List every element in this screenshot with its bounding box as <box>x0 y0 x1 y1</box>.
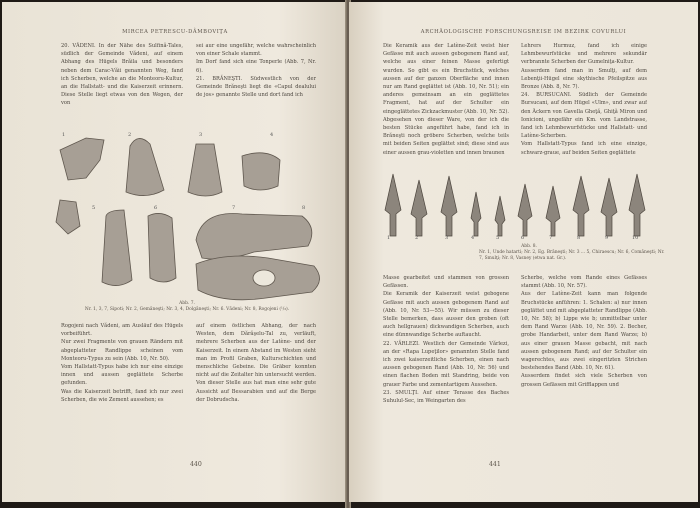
figure-number-tag: 6 <box>521 235 525 241</box>
right-paragraph: Aus der Latène-Zeit kann man folgende Bruchstücke anführen: 1. Schalen: a) nur innen geglättet und mit abgeplatteter Randlippe (Abb. 10, Nr. 58); b) Lippe wie b; unmittelbar unter dem Rand Warze (Abb. 10, Nr. 59). 2. Becher, grobe Handarbeit, unter dem Rand Warze; b) aus einer grauen Masse gebacht, mit nach aussen gebogenem Rand; auf der Schulter ein wagerechtes, aus zwei eingeritzten Strichen bestehendes Band (Abb. 10, Nr. 61). <box>521 291 647 372</box>
figure-number-tag: 8 <box>577 235 581 241</box>
figure-number-tag: 4 <box>471 235 475 241</box>
left-figure-caption-title: Abb. 7. <box>179 301 195 306</box>
right-paragraph: Lehrers Hurmuz, fand ich einige Lehmbewurfstücke und mehrere sekundär verbrannte Scherben der Gumelniţa-Kultur. <box>521 43 647 66</box>
left-page-number: 440 <box>190 461 202 468</box>
arrowheads-figure <box>379 170 661 242</box>
figure-number-tag: 4 <box>270 132 274 138</box>
left-col1-bottom <box>61 322 183 452</box>
arrowhead-4 <box>471 192 481 236</box>
right-paragraph: Ausserdem fand man in Smulţi, auf dem Lebenţii-Hügel eine skythische Pfeilspitze aus Bronze (Abb. 8, Nr. 7). <box>521 67 647 91</box>
left-paragraph: auf einem östlichen Abhang, der nach Westen, dem Dărăşelu-Tal zu, verläuft, mehrere Scherben aus der Latène- und der Kaiserzeit. In einem Abstand im Westen sieht man im Profil Graben, Kulturschichten und menschliche Gebeine. Die Gräber konnten nicht auf die Zeitalter hin untersucht werden. Von dieser Stelle aus hat man eine sehr gute Aussicht auf Bessarabien und auf die Berge der Dobrudscha. <box>196 323 316 403</box>
left-paragraph: Vom Hallstatt-Typus habe ich nur eine einzige innen und aussen geglättete Scherbe gefunden. <box>61 364 183 387</box>
right-col2-bottom <box>521 274 647 454</box>
left-running-header: MIRCEA PETRESCU-DÂMBOVIŢA <box>122 29 228 35</box>
figure-number-tag: 8 <box>302 205 306 211</box>
figure-number-tag: 9 <box>605 235 609 241</box>
wedge-tool <box>148 213 176 282</box>
figure-number-tag: 1 <box>387 235 391 241</box>
figure-number-tag: 5 <box>496 235 500 241</box>
stone-tools-figure <box>46 130 326 308</box>
left-figure-caption: Nr. 1, 3, 7, Sipoti; Nr. 2, Gemăneşti; Nr. 3, 4, Dolgăneşti; Nr. 6. Vădeni; Nr. 8, Rogojeni (¹/₃). <box>84 307 290 312</box>
axe-tool <box>126 138 164 195</box>
adze-tool <box>102 210 132 286</box>
right-page-number: 441 <box>489 461 501 468</box>
left-paragraph: sei aur eine ungefähr, welche wahrscheinlich von einer Schale stammt. <box>196 43 316 58</box>
left-col2-bottom <box>196 322 316 452</box>
right-paragraph: 23. SMULŢI. Auf einer Terasse des Baches Suhulul-Sec, im Weingarten des <box>383 389 509 405</box>
figure-number-tag: 5 <box>92 205 96 211</box>
arrowhead-tool <box>60 138 104 180</box>
fragment-tool <box>56 200 80 234</box>
right-paragraph: Die Keramik der Kaiserzeit weist gebogene Gefässe mit auch aussen gebogenem Rand auf (Abb. 10, Nr. 53—55). Wir müssen zu dieser Stelle bemerken, dass ausser den groben (oft auch hellgrauen) dickwandigen Scherben, auch eine dünnwandige Scherbe auftaucht. <box>383 291 509 339</box>
arrowhead-1 <box>385 174 401 236</box>
figure-number-tag: 10 <box>632 235 639 241</box>
left-paragraph: Nur zwei Fragmente von grauen Rändern mit abgeplatteter Randlippe scheinen vom Monteoru-Typus zu sein (Abb. 10, Nr. 50). <box>61 339 183 362</box>
shaft-hole-axe-a <box>196 214 312 260</box>
right-running-header: ARCHÄOLOGISCHE FORSCHUNGSREISE IM BEZIRK COVURLUI <box>420 29 627 35</box>
left-paragraph: 20. VĂDENI. In der Nähe des Sulfină-Tales, südlich der Gemeinde Vădeni, auf einem Abhang des Hügels Brăila und besonders neben dem Carac-Văii genannten Weg, fand ich Scherben, welche an die Monteoru-Kultur, an die Hallstatt- und die Kaiserzeit erinnern. Diese Stelle liegt etwas von den Wegen, der von <box>61 43 183 107</box>
chisel-tool <box>188 144 222 196</box>
left-paragraph: Rogojeni nach Vădeni, am Ausläuf des Hügels vorbeiführt. <box>61 323 183 338</box>
right-col2-top <box>521 42 647 172</box>
arrowhead-2 <box>411 180 427 236</box>
figure-number-tag: 7 <box>232 205 236 211</box>
right-paragraph: 22. VĂRLEZI. Westlich der Gemeinde Vărlezi, an der «Rapa Lupeţilor» genannten Stelle fand ich zwei kaiserzeitliche Scherben, einen nach aussen gebogenen Rand (Abb. 10, Nr. 56) und einen flachen Boden mit Standring, beide von grauer Farbe und zementartigem Aussehen. <box>383 340 509 388</box>
right-page <box>349 2 698 502</box>
right-figure-caption-title: Abb. 8. <box>521 244 537 249</box>
figure-number-tag: 3 <box>199 132 203 138</box>
figure-number-tag: 6 <box>154 205 158 211</box>
right-paragraph: 24. BURSUCANI. Südlich der Gemeinde Bursucani, auf dem Hügel «Ulm», und zwar auf den Äckern von Gavella Gheţă, Ghiţă Miron und Ionicioni, ungefähr ein Km. vom Landstrasse, fand ich Lehmbewurfstücke und Hallstatt- und Latène-Scherben. <box>521 92 647 140</box>
arrowhead-5 <box>495 196 505 236</box>
arrowhead-8 <box>573 176 589 236</box>
right-paragraph: Scherbe, welche vom Rande eines Gefässes stammt (Abb. 10, Nr. 57). <box>521 275 647 290</box>
right-paragraph: Masse gearbeitet und stammen von grossen Gefässen. <box>383 275 509 290</box>
shaft-hole <box>253 270 275 286</box>
figure-number-tag: 2 <box>415 235 419 241</box>
right-col1-top <box>383 42 509 172</box>
left-paragraph: Was die Kaiserzeit betrifft, fand ich nur zwei Scherben, die wie Zement aussehen; es <box>61 388 183 403</box>
figure-number-tag: 7 <box>549 235 553 241</box>
figure-number-tag: 2 <box>128 132 132 138</box>
left-paragraph: 21. BRĂNEŞTI. Südwestlich von der Gemeinde Brăneşti liegt die «Capul dealului de jos» genannte Stelle und dort fand ich <box>196 75 316 99</box>
arrowhead-10 <box>629 174 645 236</box>
arrowhead-9 <box>601 178 617 236</box>
arrowhead-3 <box>441 176 457 236</box>
right-figure-caption: Nr. 1, Unde hatarti; Nr. 2, Eg. Brăneşti; Nr. 3 ... 5, Chiraescu; Nr. 6, Comăneşti; Nr. 7, Smulţi; Nr. 8, Vasney (etwa nat. Gr.). <box>479 250 665 261</box>
right-paragraph: Vom Hallstatt-Typus fand ich eine einzige, schwarz-graue, auf beiden Seiten geglättete <box>521 141 647 156</box>
right-paragraph: Die Keramik aus der Latène-Zeit weist hier Gefässe mit auch aussen gebogenem Rand auf, welche aus einer feinen Masse gefertigt wurden. So gibt es ein Bruchstück, welches aussen auf der ganzen Oberfläche und innen nur am Rand geglättet ist (Abb. 10, Nr. 51); ein anderes gemeinsam an ein geglättetes Fragment, hat auf der Schulter ein eingeglättetes Zickzackmuster (Abb. 10, Nr. 52). Abgesehen von dieser Ware, von der ich die besten Stücke angeführt habe, fand ich in Brăneşti noch gröbere Scherben, welche teils mit beiden Seiten geglättet sind; diese sind aus einer aussen grau-violetten und innen braunen <box>383 43 509 156</box>
left-paragraph: Im Dorf fand sich eine Tonperle (Abb. 7, Nr. 6). <box>196 59 316 74</box>
left-page <box>2 2 348 502</box>
figure-number-tag: 3 <box>445 235 449 241</box>
figure-number-tag: 1 <box>62 132 66 138</box>
right-paragraph: Ausserdem findet sich viele Scherben von grossen Gefässen mit Grifflappen und <box>521 373 647 388</box>
arrowhead-6 <box>518 184 532 236</box>
arrowhead-7 <box>546 186 560 236</box>
left-col2-top <box>196 42 316 132</box>
right-col1-bottom <box>383 274 509 454</box>
left-col1-top <box>61 42 183 132</box>
scraper-tool <box>242 153 280 190</box>
